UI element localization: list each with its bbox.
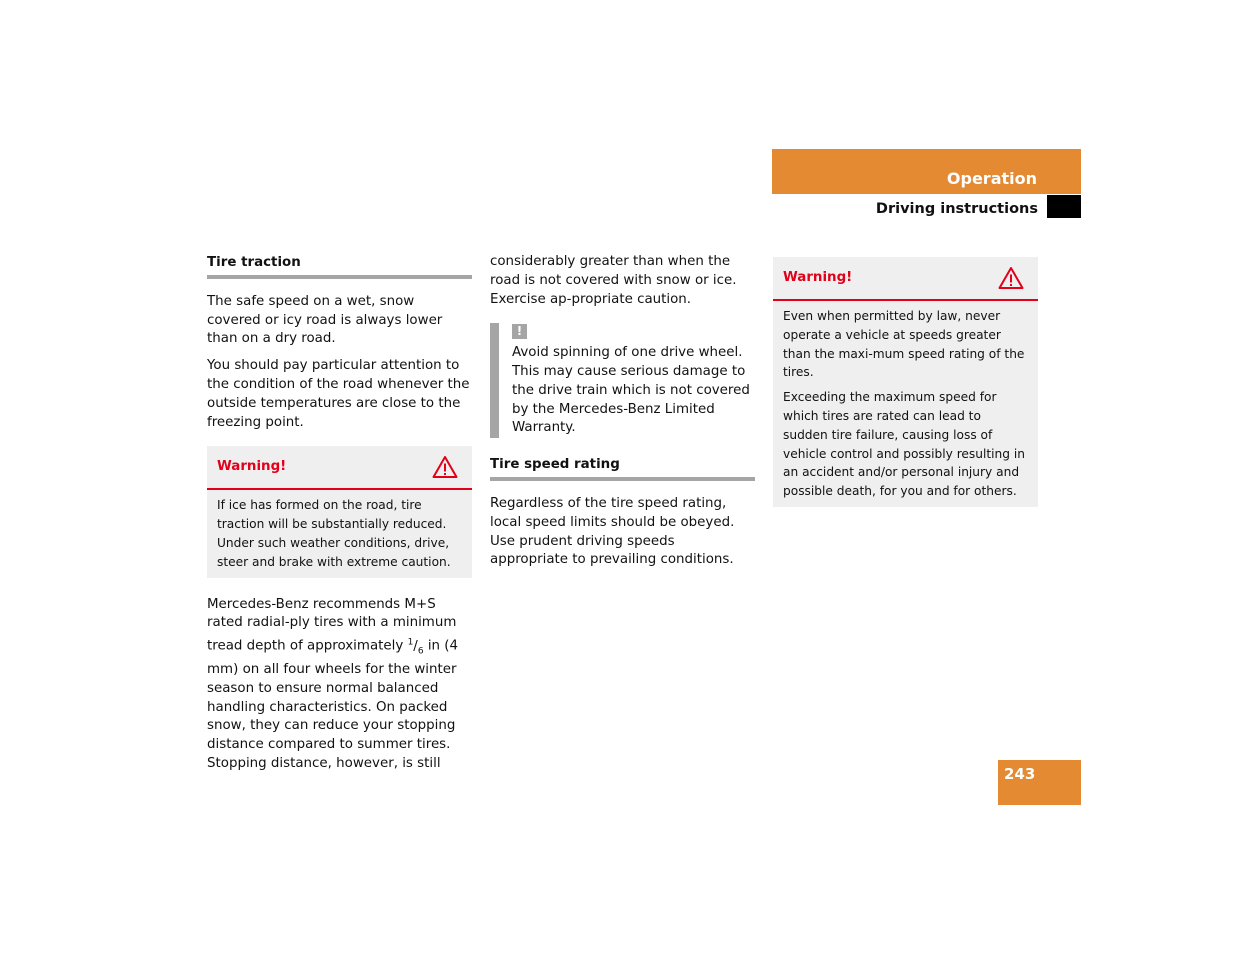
fraction [407,637,424,657]
paragraph-text: in (4 mm) on all four wheels for the winter season to ensure normal balanced handling characteristics. On packed snow, they can reduce your stopping distance compared to summer tires. Stopping distance, however, is still [207,638,459,772]
heading-tire-traction: Tire traction [207,254,472,279]
paragraph-text: Mercedes-Benz recommends M+S rated radial-ply tires with a minimum tread depth of approximately [207,596,457,654]
thumb-tab-marker [1047,195,1081,218]
fraction-denominator: 6 [417,646,424,657]
heading-tire-speed-rating: Tire speed rating [490,456,755,481]
warning-label: Warning! [217,459,287,475]
column-2 [490,253,755,570]
fraction-numerator: 1 [407,637,414,648]
warning-triangle-icon [998,266,1024,290]
warning-box [773,257,1038,507]
note-text: Avoid spinning of one drive wheel. This may cause serious damage to the drive train which is not covered by the Mercedes-Benz Limited Warranty. [512,345,750,436]
fraction-slash: / [413,638,418,654]
note-bar [490,323,499,438]
paragraph: Regardless of the tire speed rating, local speed limits should be obeyed. Use prudent driving speeds appropriate to prevailing conditions. [490,495,735,568]
warning-text: If ice has formed on the road, tire traction will be substantially reduced. Under such weather conditions, drive, steer and brake with extreme caution. [217,498,451,569]
section-header-bar [772,149,1081,194]
paragraph: You should pay particular attention to the condition of the road whenever the outside temperatures are close to the freezing point. [207,358,470,430]
subsection-title: Driving instructions [875,201,1038,217]
warning-box [207,446,472,577]
page-number-box [998,760,1081,805]
warning-header [773,257,1038,301]
section-title: Operation [946,169,1037,188]
warning-label: Warning! [783,270,853,285]
exclamation-icon: ! [512,324,527,339]
warning-header [207,446,472,490]
warning-text: Even when permitted by law, never operate a vehicle at speeds greater than the maxi-mum speed rating of the tires. [783,309,1025,380]
paragraph: The safe speed on a wet, snow covered or icy road is always lower than on a dry road. [207,293,443,347]
page-number: 243 [1004,765,1036,783]
note-box [490,323,755,438]
column-3 [773,257,1038,507]
warning-text: Exceeding the maximum speed for which tires are rated can lead to sudden tire failure, causing loss of vehicle control and possibly resulting in an accident and/or personal injury and possible death, for you and for others. [783,390,1025,499]
paragraph: considerably greater than when the road is not covered with snow or ice. Exercise ap-propriate caution. [490,254,737,307]
column-1 [207,254,472,774]
warning-triangle-icon [432,455,458,479]
paragraph-tread-depth [207,596,472,774]
